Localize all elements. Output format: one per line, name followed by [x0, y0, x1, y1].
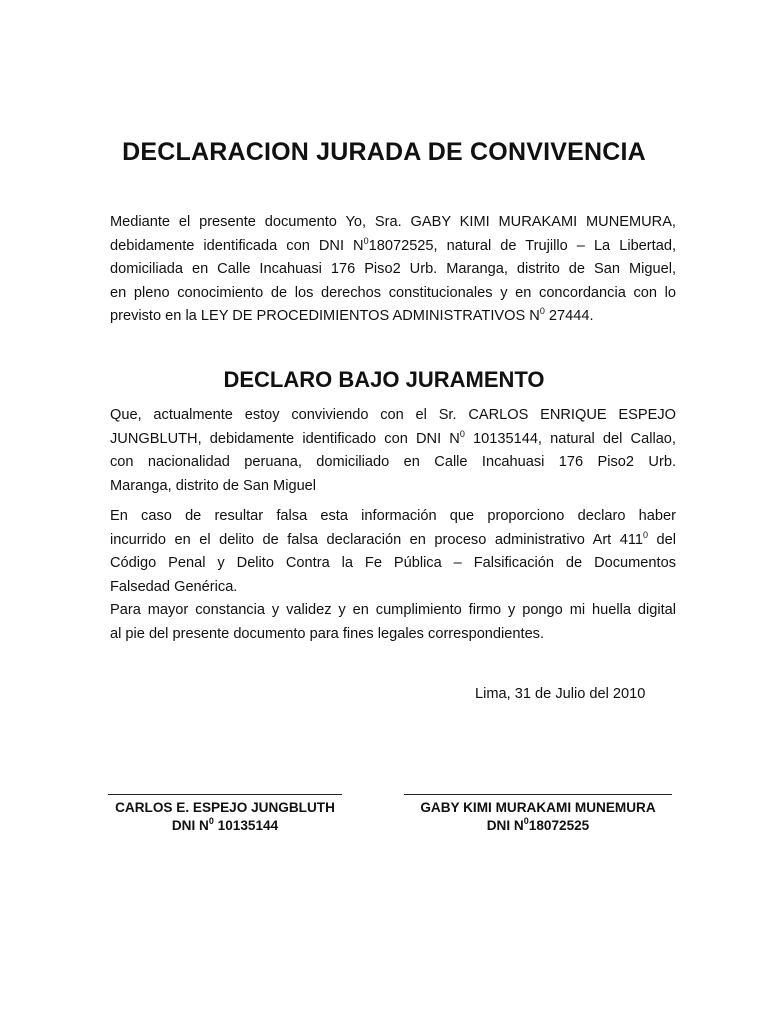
- signature-line: [108, 794, 342, 795]
- text-line: al pie del presente documento para fines legales correspondientes.: [110, 625, 545, 642]
- closing-paragraph: [110, 599, 676, 646]
- superscript: 0: [363, 235, 369, 246]
- text-line: incurrido en el delito de falsa declaración en proceso administrativo Art $411^0$ del: [110, 529, 676, 548]
- text-line: En caso de resultar falsa esta información que proporciono declaro haber: [110, 508, 676, 524]
- text-line: Para mayor constancia y validez y en cumplimiento firmo y pongo mi huella digital: [110, 602, 676, 618]
- superscript: 0: [643, 529, 649, 540]
- text-line: debidamente identificada con DNI $N^018072525$, natural de Trujillo – La Libertad,: [110, 235, 677, 254]
- text-line: Maranga, distrito de San Miguel: [110, 477, 317, 494]
- superscript: 0: [539, 306, 545, 316]
- signatory-name: GABY KIMI MURAKAMI MUNEMURA: [420, 800, 656, 815]
- signatory-dni: DNI $N^0$ 10135144: [171, 816, 279, 833]
- cohabitation-paragraph: [110, 404, 676, 498]
- place-and-date: Lima, 31 de Julio del 2010: [475, 686, 646, 702]
- text-line: previsto en la LEY DE PROCEDIMIENTOS ADMINISTRATIVOS $N^0$ 27444.: [110, 306, 594, 324]
- signature-block-right: [404, 794, 672, 835]
- signature-block-left: [108, 794, 342, 835]
- text-line: Mediante el presente documento Yo, Sra. GABY KIMI MURAKAMI MUNEMURA,: [110, 214, 676, 230]
- text-line: en pleno conocimiento de los derechos constitucionales y en concordancia con lo: [110, 284, 676, 301]
- superscript: 0: [208, 816, 214, 826]
- signatory-name: CARLOS E. ESPEJO JUNGBLUTH: [115, 800, 335, 815]
- text-line: domiciliada en Calle Incahuasi 176 Piso2 Urb. Maranga, distrito de San Miguel,: [110, 261, 676, 277]
- intro-paragraph: [110, 211, 676, 329]
- penalty-paragraph: [110, 505, 676, 599]
- signatory-dni: DNI $N^018072525$: [486, 816, 590, 833]
- superscript: 0: [459, 428, 465, 439]
- signature-line: [404, 794, 672, 795]
- text-line: con nacionalidad peruana, domiciliado en Calle Incahuasi 176 Piso2 Urb.: [110, 454, 676, 470]
- text-line: Que, actualmente estoy conviviendo con el Sr. CARLOS ENRIQUE ESPEJO: [110, 407, 676, 423]
- text-line: Falsedad Genérica.: [110, 578, 238, 595]
- text-line: Código Penal y Delito Contra la Fe Pública – Falsificación de Documentos: [110, 555, 676, 571]
- text-line: JUNGBLUTH, debidamente identificado con DNI $N^0$ 10135144, natural del Callao,: [110, 428, 676, 447]
- declaration-heading: DECLARO BAJO JURAMENTO: [223, 367, 545, 392]
- document-title: DECLARACION JURADA DE CONVIVENCIA: [122, 138, 646, 166]
- superscript: 0: [523, 816, 529, 826]
